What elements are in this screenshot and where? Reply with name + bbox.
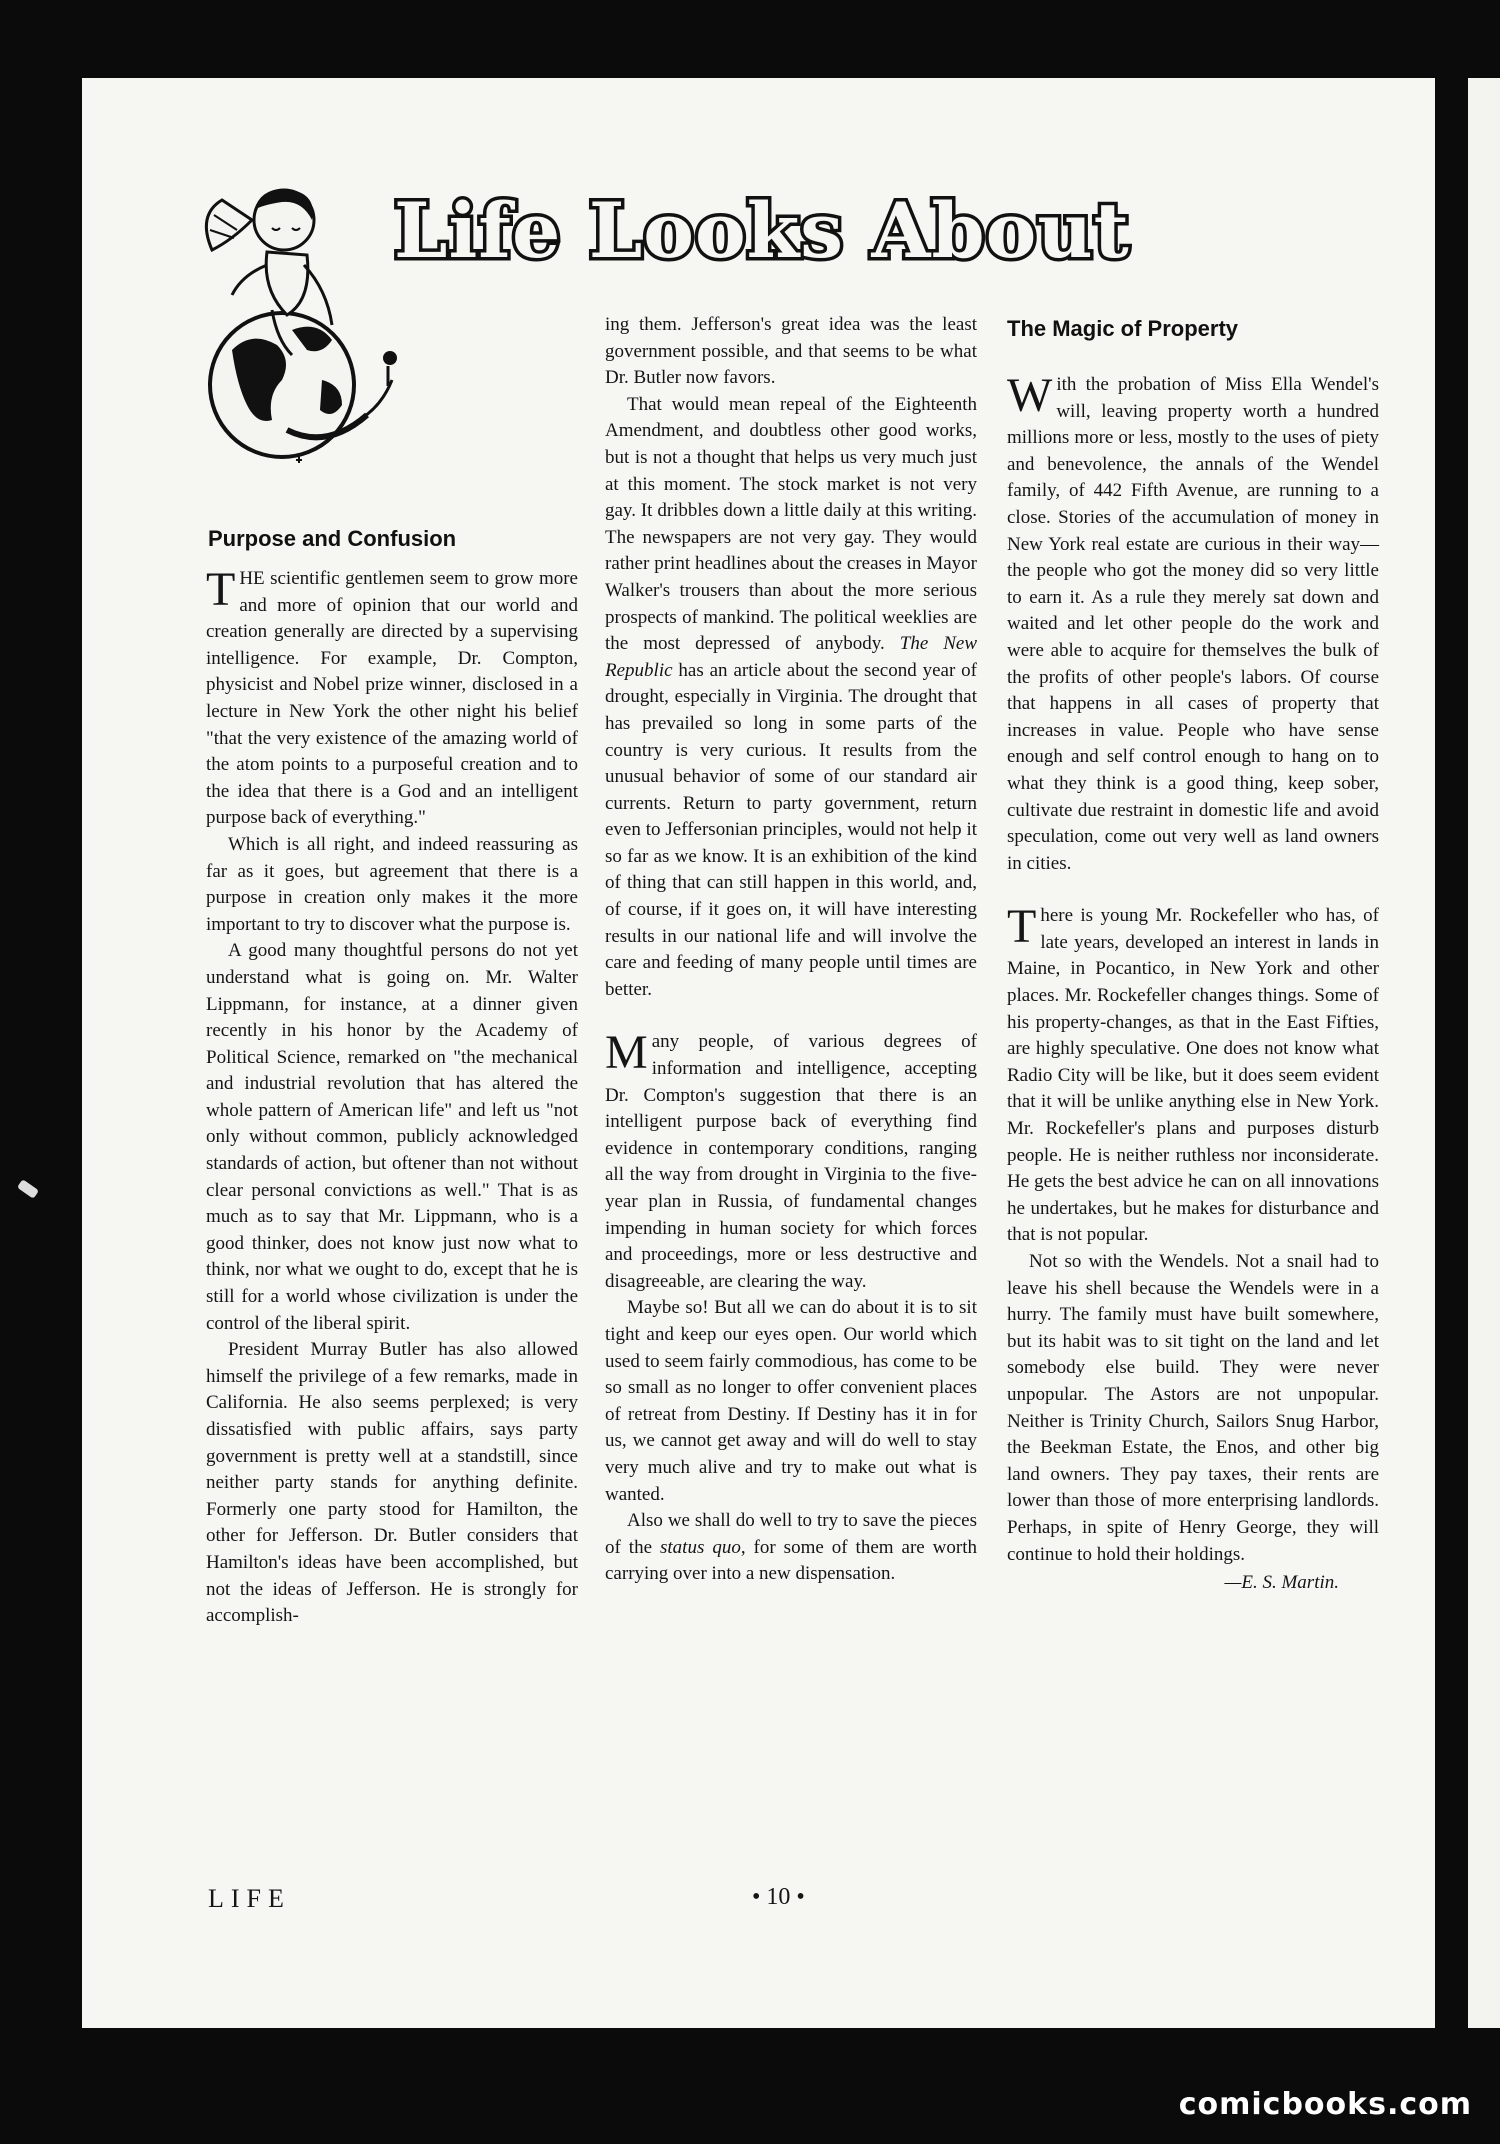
paragraph: Maybe so! But all we can do about it is to sit tight and keep our eyes open. Our world which used to seem fairly commodious, has come to be so small as no longer to offer convenient places of retreat from Destiny. If Destiny has it in for us, we cannot get away and will do well to stay very much alive and try to make out what is wanted. <box>605 1297 977 1505</box>
cherub-globe-illustration <box>192 180 412 470</box>
adjacent-page-edge <box>1468 78 1500 2028</box>
section-heading-property: The Magic of Property <box>1007 316 1239 341</box>
paragraph: President Murray Butler has also allowed himself the privilege of a few remarks, made in California. He also seems perplexed; is very dissatisfied with public affairs, says party government is pretty well at a standstill, since neither party stands for anything definite. Formerly one party stood for Hamilton, the other for Jefferson. Dr. Butler considers that Hamilton's ideas have been accomplished, but not the ideas of Jefferson. He is strongly for accomplish- <box>206 1339 578 1627</box>
watermark: comicbooks.com <box>1178 2087 1472 2122</box>
dropcap: M <box>605 1026 648 1080</box>
paragraph <box>206 563 578 832</box>
paragraph <box>605 392 977 1004</box>
page-title: Life Looks About <box>394 186 1130 275</box>
column-two <box>605 312 977 1588</box>
italic-title: The New Republic <box>605 633 978 681</box>
paragraph-text: any people, of various degrees of information and intelligence, accepting Dr. Compton's suggestion that there is an intelligent purpose back of everything find evidence in contemporary conditions, ranging all the way from drought in Virginia to the five-year plan in Russia, of fundamental changes impending in human society for which forces and proceedings, more or less destructive and disagreeable, are clearing the way. <box>605 1031 977 1292</box>
paragraph <box>1007 369 1379 877</box>
dropcap: T <box>1007 900 1037 954</box>
paragraph <box>605 1026 977 1295</box>
author-signature: —E. S. Martin. <box>1224 1572 1339 1594</box>
paragraph-text: has an article about the second year of drought, especially in Virginia. The drought that has prevailed so long in some parts of the country is very curious. It results from the unusual behavior of some of our standard air currents. Return to party government, return even to Jeffersonian principles, would not help it so far as we know. It is an exhibition of the kind of thing that can still happen in this world, and, of course, if it goes on, it will have interesting results in our national life and will involve the care and feeding of many people until times are better. <box>605 659 978 1000</box>
paragraph: Which is all right, and indeed reassuring as far as it goes, but agreement that there is a purpose in creation only makes it the more important to try to discover what the purpose is. <box>206 833 578 935</box>
section-heading-purpose: Purpose and Confusion <box>208 526 457 551</box>
page-number: • 10 • <box>752 1884 805 1910</box>
paragraph-text: here is young Mr. Rockefeller who has, of late years, developed an interest in lands in Maine, in Pocantico, in New York and other places. Mr. Rockefeller changes things. Some of his property-changes, as that in the East Fifties, are highly speculative. One does not know what Radio City will be like, but it does seem evident that it will be unlike anything else in New York. Mr. Rockefeller's plans and purposes disturb people. He is neither ruthless nor inconsiderate. He gets the best advice he can on all innovations he undertakes, but he makes for disturbance and that is not popular. <box>1007 905 1379 1246</box>
paragraph: ing them. Jefferson's great idea was the least government possible, and that seems to be what Dr. Butler now favors. <box>605 314 977 389</box>
paragraph-text: ith the probation of Miss Ella Wendel's will, leaving property worth a hundred millions more or less, mostly to the uses of piety and benevolence, the annals of the Wendel family, of 442 Fifth Avenue, are running to a close. Stories of the accumulation of money in New York real estate are curious in their way—the people who got the money did so very little to earn it. As a rule they merely sat down and waited and let other people do the work and were able to acquire for themselves the bulk of the profits of other people's labors. Of course that happens in all cases of property that increases in value. People who have sense enough and self control enough to hang on to what they think is a good thing, keep sober, cultivate due restraint in domestic life and avoid speculation, come out very well as land owners in cities. <box>1007 374 1379 874</box>
column-one <box>206 563 578 1630</box>
paragraph-text: , for some of them are worth carrying over into a new dispensation. <box>605 1536 977 1585</box>
column-three <box>1007 369 1379 1597</box>
paragraph: Not so with the Wendels. Not a snail had to leave his shell because the Wendels were in a hurry. The family must have built somewhere, but its habit was to sit tight on the land and let somebody else build. They were never unpopular. The Astors are not unpopular. Neither is Trinity Church, Sailors Snug Harbor, the Beekman Estate, the Enos, and other big land owners. They pay taxes, their rents are lower than those of more enterprising landlords. Perhaps, in spite of Henry George, they will continue to hold their holdings. <box>1007 1251 1379 1565</box>
italic-phrase: status quo <box>660 1536 741 1558</box>
scan-artifact <box>17 1179 39 1199</box>
paragraph: A good many thoughtful persons do not yet understand what is going on. Mr. Walter Lippmann, for instance, at a dinner given recently in his honor by the Academy of Political Science, remarked on "the mechanical and industrial revolution that has altered the whole pattern of American life" and left us "not only without common, publicly acknowledged standards of action, but oftener than not without clear personal convictions as well." That is as much as to say that Mr. Lippmann, who is a good thinker, does not know just now what to think, nor what we ought to do, except that he is still for a world whose civilization is under the control of the liberal spirit. <box>206 940 578 1334</box>
paragraph-text: Also we shall do well to try to save the pieces of the <box>605 1510 977 1558</box>
paragraph <box>605 1508 977 1588</box>
paragraph-text: HE scientific gentlemen seem to grow more and more of opinion that our world and creation generally are directed by a supervising intelligence. For example, Dr. Compton, physicist and Nobel prize winner, disclosed in a lecture in New York the other night his belief "that the very existence of the amazing world of the atom points to a purposeful creation and to the idea that there is a God and an intelligent purpose back of everything." <box>206 568 578 829</box>
dropcap: W <box>1007 369 1053 422</box>
paragraph-text: That would mean repeal of the Eighteenth Amendment, and doubtless other good works, but is not a thought that helps us very much just at this moment. The stock market is not very gay. It dribbles down a little daily at this writing. The newspapers are not very gay. They would rather print headlines about the creases in Mayor Walker's trousers than about the more serious prospects of mankind. The political weeklies are the most depressed of anybody. <box>605 393 977 655</box>
magazine-name: LIFE <box>208 1884 291 1913</box>
paragraph <box>1007 900 1379 1249</box>
dropcap: T <box>206 563 236 616</box>
